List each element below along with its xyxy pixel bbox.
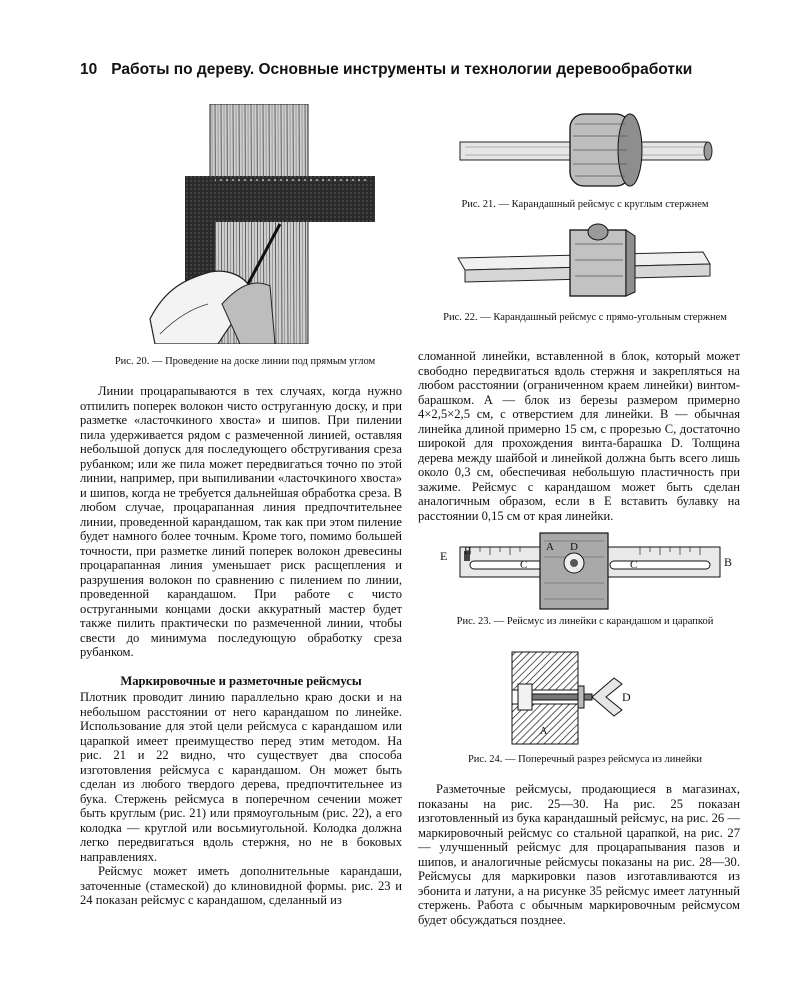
figure-21-illustration — [455, 104, 715, 194]
fig23-label-e: E — [440, 549, 448, 563]
fig24-label-a: A — [540, 726, 548, 737]
paragraph: Линии процарапываются в тех случаях, когда нужно отпилить поперек волокон чисто оструганную доску, и при разметке «ласточкиного хвоста» и шипов. При пилении пила удерживается рядом с размеченной линией, оставляя небольшой допуск для последующего обстругивания среза рубанком; или же пила может передвигаться точно по этой линии, например, при выпиливании «ласточкиного хвоста» и шипов, когда не требуется дальнейшая обработка среза. В любом случае, процарапанная линия предпочтительнее линии, проведенной карандашом, так как при этом пиление будет намного более точным. Кроме того, помимо большей точности, при разметке линий поперек волокон древесины процарапанная линия уменьшает риск расщепления и разрушения волокон по сравнению с пилением по линии, проведенной карандашом. При работе с чисто оструганными концами доски аккуратный мастер будет также пилить практически по размеченной линии, чтобы свести до минимума последующую обработку среза рубанком. — [80, 384, 402, 659]
left-column — [80, 384, 402, 908]
fig23-label-c-right: C — [630, 559, 638, 571]
figure-24-illustration — [510, 650, 660, 746]
page-title: Работы по дереву. Основные инструменты и технологии деревообработки — [111, 61, 693, 78]
paragraph: Плотник проводит линию параллельно краю доски и на небольшом расстоянии от него карандашом по линейке. Использование для этой цели рейсмуса с карандашом или царапкой имеет преимущество перед этим методом. На рис. 21 и 22 видно, что существует два способа изготовления рейсмуса с карандашом. Он может быть сделан из любого твердого дерева, предпочтительнее из бука. Стержень рейсмуса в поперечном сечении может быть круглым (рис. 21) или прямоугольным (рис. 22), а его колодка — круглой или восьмиугольной. Колодка должна легко передвигаться вдоль стержня, но не в боковых направлениях. — [80, 690, 402, 864]
figure-22-caption: Рис. 22. — Карандашный рейсмус с прямо-угольным стержнем — [443, 312, 727, 323]
figure-22-illustration — [455, 222, 715, 302]
fig23-label-c-left: C — [520, 559, 528, 571]
fig24-label-d: D — [622, 690, 631, 704]
page-header — [80, 61, 740, 79]
paragraph: сломанной линейки, вставленной в блок, который может свободно передвигаться вдоль стержня и закрепляться на любом расстоянии (ограниченном краем линейки) винтом-барашком. А — блок из березы размером примерно 4×2,5×2,5 см, с отверстием для линейки. В — обычная линейка длиной примерно 15 см, с прорезью С, достаточно широкой для прохождения винта-барашка D. Толщина дерева между шайбой и линейкой должна быть всего лишь около 0,3 см, обеспечивая небольшую пластичность при зажиме. Рейсмус с карандашом может быть сделан аналогичным образом, если в Е вставить булавку на расстоянии 0,15 см от края линейки. — [418, 349, 740, 523]
right-column-bottom — [418, 782, 740, 927]
figure-23-illustration — [440, 531, 740, 611]
figure-20-illustration — [130, 104, 380, 344]
fig23-label-d: D — [570, 541, 578, 553]
right-column-top — [418, 349, 740, 523]
figure-23-caption: Рис. 23. — Рейсмус из линейки с карандашом и царапкой — [456, 616, 714, 627]
section-subheading: Маркировочные и разметочные рейсмусы — [120, 673, 362, 688]
figure-20-caption: Рис. 20. — Проведение на доске линии под прямым углом — [114, 356, 376, 367]
figure-21-caption: Рис. 21. — Карандашный рейсмус с круглым стержнем — [461, 199, 709, 210]
paragraph: Рейсмус может иметь дополнительные карандаши, заточенные (стамеской) до клиновидной формы. рис. 23 и 24 показан рейсмус с карандашом, сделанный из — [80, 864, 402, 907]
page-number: 10 — [80, 61, 98, 78]
fig23-label-a: A — [546, 541, 554, 553]
figure-24-caption: Рис. 24. — Поперечный разрез рейсмуса из линейки — [467, 754, 703, 765]
paragraph: Разметочные рейсмусы, продающиеся в магазинах, показаны на рис. 25—30. На рис. 25 показан изготовленный из бука карандашный рейсмус, на рис. 26 — маркировочный рейсмус со стальной царапкой, на рис. 27 — улучшенный рейсмус для процарапывания пазов и шипов, и аналогичные рейсмусы показаны на рис. 28—30. Рейсмусы для маркировки пазов изготавливаются из эбонита и латуни, а на рисунке 35 рейсмус имеет латунный стержень. Работа с обычным маркировочным рейсмусом будет обсуждаться позднее. — [418, 782, 740, 927]
fig23-label-b-left: B — [464, 545, 472, 557]
fig23-label-b-right: B — [724, 555, 733, 569]
